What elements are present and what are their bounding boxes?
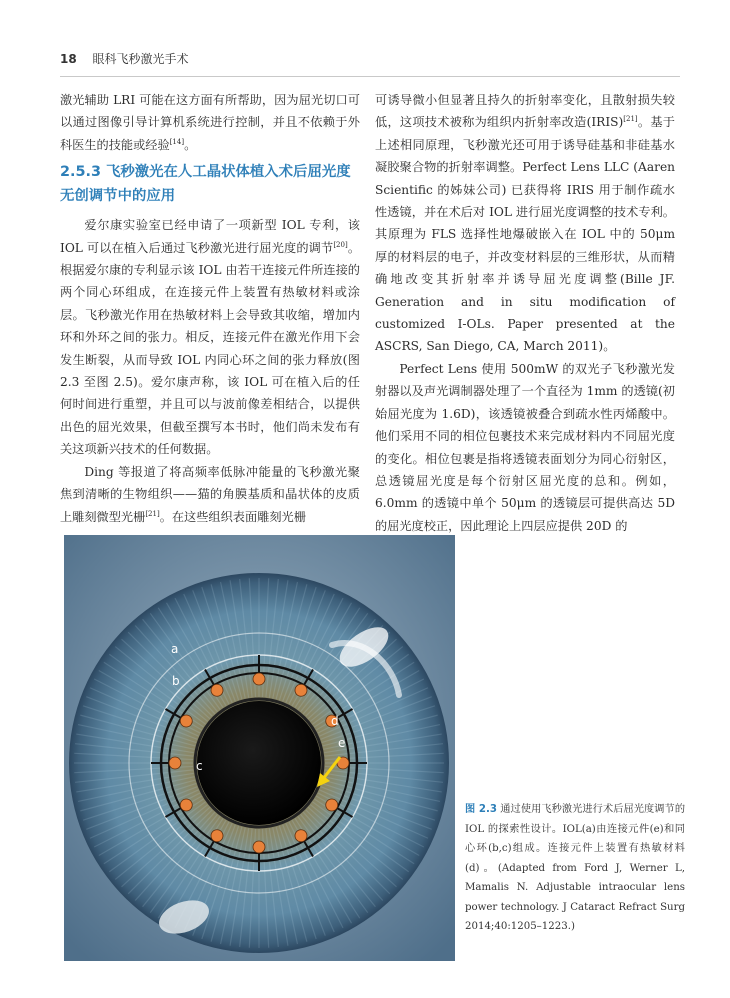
label-a: a — [171, 642, 179, 656]
left-p2a-text: 爱尔康实验室已经申请了一项新型 IOL 专利，该 IOL 可以在植入后通过飞秒激光进行屈光度的调节 — [60, 218, 360, 255]
pupil — [197, 701, 321, 825]
left-p1-end: 。 — [184, 137, 197, 152]
right-p1b-text: 。基于上述相同原理，飞秒激光还可用于诱导硅基和非硅基水凝胶聚合物的折射率调整。Perfect Lens LLC (Aaren Scientific 的姊妹公司) 已获得将 IRIS 用于制作疏水性透镜，并在术后对 IOL 进行屈光度调整的技术专利。其原理为 FLS 选择性地爆破嵌入在 IOL 中的 50μm 厚的材料层的电子，并改变材料层的三维形状，从而精确地改变其折射率并诱导屈光度调整(Bille JF. Generation and in situ modification of customized I-OLs. Paper presented at the ASCRS, San Diego, CA, March 2011)。 — [375, 115, 675, 354]
thermo-node — [180, 715, 192, 727]
header-rule — [60, 76, 680, 77]
thermo-node — [295, 830, 307, 842]
left-p2b-text: 。根据爱尔康的专利显示该 IOL 由若干连接元件所连接的两个同心环组成，在连接元件上装置有热敏材料或涂层。飞秒激光作用在热敏材料上会导致其收缩，增加内环和外环之间的张力。相反，连接元件在激光作用下会发生断裂，从而导致 IOL 内同心环之间的张力释放(图 2.3 至图 2.5)。爱尔康声称，该 IOL 可在植入后的任何时间进行重塑，并且可以与波前像差相结合，以提供出色的屈光效果，但截至撰写本书时，他们尚未发布有关这项新兴技术的任何数据。 — [60, 240, 361, 457]
right-paragraph-2: Perfect Lens 使用 500mW 的双光子飞秒激光发射器以及声光调制器处理了一个直径为 1mm 的透镜(初始屈光度为 1.6D)，该透镜被叠合到疏水性丙烯酸中。他们采用不同的相位包裹技术来完成材料内不同屈光度的变化。相位包裹是指将透镜表面划分为同心衍射区，总透镜屈光度是每个衍射区屈光度的总和。例如，6.0mm 的透镜中单个 50μm 的透镜层可提供高达 5D 的屈光度校正，因此理论上四层应提供 20D 的 — [375, 361, 675, 533]
left-p3a-ref: [21] — [145, 509, 160, 518]
left-p3a-text: Ding 等报道了将高频率低脉冲能量的飞秒激光聚焦到清晰的生物组织——猫的角膜基质和晶状体的皮质上雕刻微型光栅 — [60, 464, 360, 524]
label-e: e — [338, 736, 346, 750]
running-header — [60, 50, 680, 72]
left-column — [60, 89, 360, 528]
label-b: b — [172, 674, 180, 688]
thermo-node — [180, 799, 192, 811]
left-p1-text: 激光辅助 LRI 可能在这方面有所帮助，因为屈光切口可以通过图像引导计算机系统进行控制，并且不依赖于外科医生的技能或经验 — [60, 93, 360, 152]
right-paragraph-1 — [375, 89, 675, 358]
figure-iol-eye — [64, 535, 455, 961]
left-paragraph-2 — [60, 214, 360, 460]
right-column — [375, 89, 675, 537]
left-p2a-ref: [20] — [333, 240, 348, 249]
figure-caption — [465, 800, 685, 937]
label-d: d — [331, 714, 339, 728]
thermo-node — [326, 799, 338, 811]
label-c: c — [196, 759, 203, 773]
thermo-node — [211, 684, 223, 696]
thermo-node — [211, 830, 223, 842]
page-number: 18 — [60, 52, 77, 66]
eye-illustration — [64, 535, 455, 961]
right-p1a-ref: [21] — [623, 115, 638, 124]
thermo-node — [295, 684, 307, 696]
section-title: 2.5.3 飞秒激光在人工晶状体植入术后屈光度无创调节中的应用 — [60, 164, 351, 205]
left-paragraph-3 — [60, 461, 360, 528]
left-paragraph-1 — [60, 89, 360, 156]
thermo-node — [169, 757, 181, 769]
thermo-node — [253, 673, 265, 685]
left-p3b-text: 。在这些组织表面雕刻光栅 — [159, 509, 306, 524]
caption-text: 通过使用飞秒激光进行术后屈光度调节的 IOL 的探索性设计。IOL(a)由连接元件(e)和同心环(b,c)组成。连接元件上装置有热敏材料(d)。(Adapted from Ford J, Werner L, Mamalis N. Adjustable intraocular lens power technology. J Cataract Refract Surg 2014;40:1205–1223.) — [465, 804, 686, 932]
caption-label: 图 2.3 — [465, 804, 497, 815]
left-p1-ref: [14] — [169, 137, 185, 146]
book-title: 眼科飞秒激光手术 — [92, 52, 189, 66]
thermo-node — [253, 841, 265, 853]
right-p1a-text: 可诱导微小但显著且持久的折射率变化，且散射损失较低，这项技术被称为组织内折射率改造(IRIS) — [375, 93, 675, 130]
